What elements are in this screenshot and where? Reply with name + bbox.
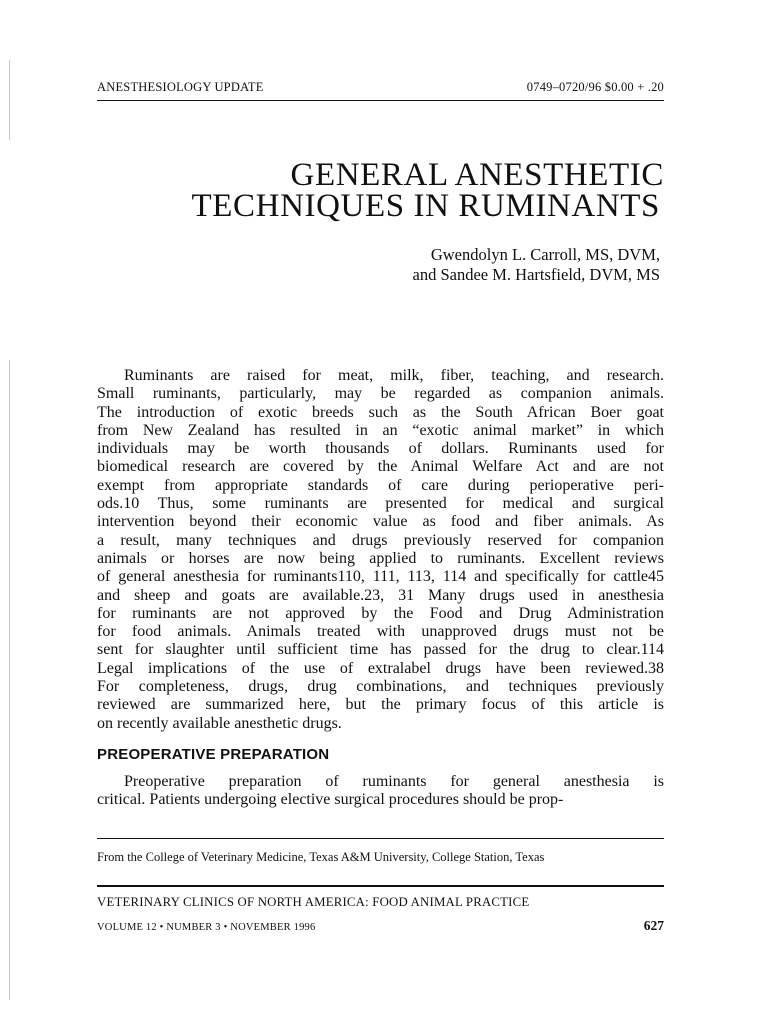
title-line-2: TECHNIQUES IN RUMINANTS xyxy=(191,188,660,224)
scan-edge-line xyxy=(9,60,10,140)
volume-info: VOLUME 12 • NUMBER 3 • NOVEMBER 1996 xyxy=(97,922,316,933)
text-line: The introduction of exotic breeds such as the South African Boer goat xyxy=(97,403,664,421)
text-line: of general anesthesia for ruminants110, 111, 113, 114 and specifically for cattle45 xyxy=(97,568,664,586)
text-line: animals or horses are now being applied to ruminants. Excellent reviews xyxy=(97,549,664,567)
section-paragraph xyxy=(97,773,664,810)
text-line: reviewed are summarized here, but the primary focus of this article is xyxy=(97,696,664,714)
text-line: for food animals. Animals treated with unapproved drugs must not be xyxy=(97,623,664,641)
text-line: individuals may be worth thousands of dollars. Ruminants used for xyxy=(97,440,664,458)
section-heading: PREOPERATIVE PREPARATION xyxy=(97,746,330,763)
running-head-left: ANESTHESIOLOGY UPDATE xyxy=(97,80,264,94)
text-line: biomedical research are covered by the Animal Welfare Act and are not xyxy=(97,458,664,476)
text-line: For completeness, drugs, drug combinations, and techniques previously xyxy=(97,678,664,696)
footnote-rule xyxy=(97,838,664,839)
text-line: Small ruminants, particularly, may be regarded as companion animals. xyxy=(97,385,664,403)
text-line: Preoperative preparation of ruminants for general anesthesia is xyxy=(124,773,664,790)
author-line-2: and Sandee M. Hartsfield, DVM, MS xyxy=(412,265,660,284)
footer-rule xyxy=(97,885,664,887)
running-head-right: 0749–0720/96 $0.00 + .20 xyxy=(526,80,664,94)
text-line: critical. Patients undergoing elective surgical procedures should be prop- xyxy=(97,791,564,809)
title-line-1: GENERAL ANESTHETIC xyxy=(290,157,664,193)
scan-edge-line xyxy=(9,360,10,1000)
intro-paragraph xyxy=(97,367,664,733)
text-line: for ruminants are not approved by the Food and Drug Administration xyxy=(97,604,664,622)
running-head xyxy=(97,80,664,95)
text-line: a result, many techniques and drugs previously reserved for companion xyxy=(97,531,664,549)
article-page xyxy=(97,0,664,1024)
journal-name: VETERINARY CLINICS OF NORTH AMERICA: FOOD ANIMAL PRACTICE xyxy=(97,895,530,909)
author-block xyxy=(413,245,660,285)
text-line: on recently available anesthetic drugs. xyxy=(97,714,342,732)
text-line: Ruminants are raised for meat, milk, fiber, teaching, and research. xyxy=(124,367,664,384)
header-rule xyxy=(97,100,664,101)
text-line: intervention beyond their economic value as food and fiber animals. As xyxy=(97,513,664,531)
article-title xyxy=(97,157,664,224)
page-number: 627 xyxy=(643,918,664,933)
author-line-1: Gwendolyn L. Carroll, MS, DVM, xyxy=(430,245,660,264)
volume-row xyxy=(97,918,664,934)
text-line: Legal implications of the use of extralabel drugs have been reviewed.38 xyxy=(97,659,664,677)
text-line: exempt from appropriate standards of care during perioperative peri- xyxy=(97,476,664,494)
text-line: ods.10 Thus, some ruminants are presented for medical and surgical xyxy=(97,495,664,513)
text-line: from New Zealand has resulted in an “exotic animal market” in which xyxy=(97,421,664,439)
affiliation-footnote: From the College of Veterinary Medicine, Texas A&M University, College Station, Texas xyxy=(97,850,545,864)
text-line: and sheep and goats are available.23, 31 Many drugs used in anesthesia xyxy=(97,586,664,604)
text-line: sent for slaughter until sufficient time has passed for the drug to clear.114 xyxy=(97,641,664,659)
